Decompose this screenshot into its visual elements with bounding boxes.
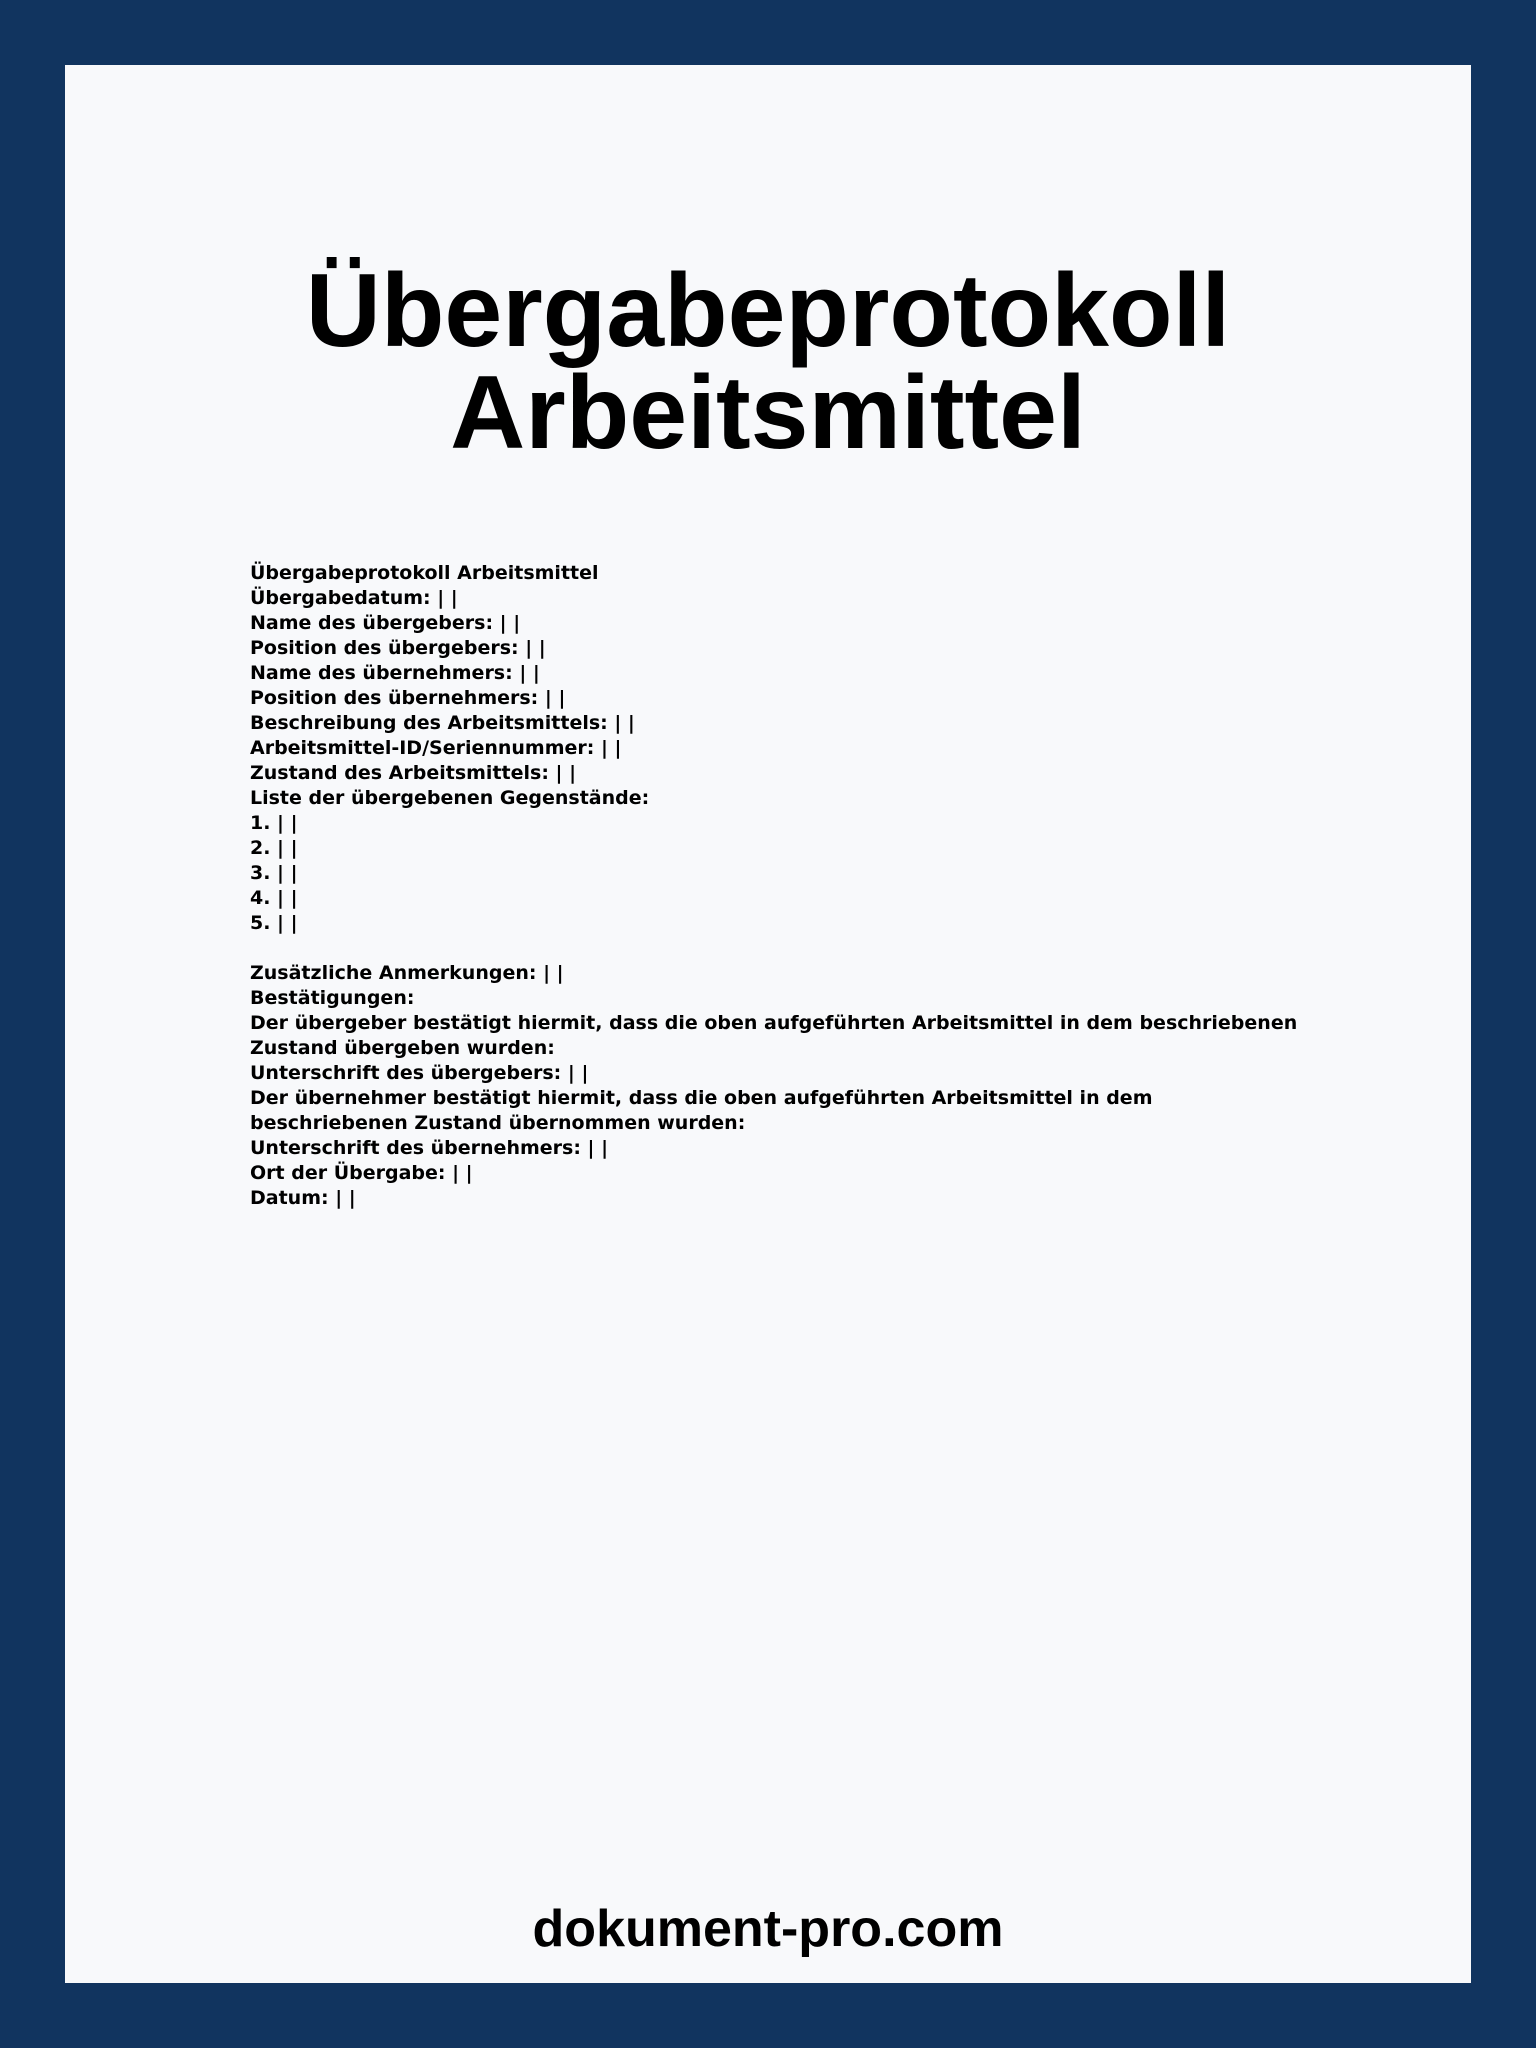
field-equipment-description: Beschreibung des Arbeitsmittels: | | <box>250 712 635 734</box>
field-handover-date: Übergabedatum: | | <box>250 587 458 609</box>
list-item: 4. | | <box>250 887 298 909</box>
footer-site-name: dokument-pro.com <box>532 1900 1004 1958</box>
main-title-line-1: Übergabeprotokoll <box>305 253 1231 369</box>
field-giver-name: Name des übergebers: | | <box>250 612 521 634</box>
items-list-title: Liste der übergebenen Gegenstände: <box>250 787 650 809</box>
items-list <box>250 811 1310 936</box>
receiver-confirmation-text: Der übernehmer bestätigt hiermit, dass die oben aufgeführten Arbeitsmittel in dem beschriebenen Zustand übernommen wurden: <box>250 1087 1153 1134</box>
list-item: 1. | | <box>250 812 298 834</box>
field-handover-place: Ort der Übergabe: | | <box>250 1162 473 1184</box>
main-title-line-2: Arbeitsmittel <box>450 355 1086 471</box>
list-item: 2. | | <box>250 837 298 859</box>
field-receiver-name: Name des übernehmers: | | <box>250 662 540 684</box>
field-receiver-signature: Unterschrift des übernehmers: | | <box>250 1137 609 1159</box>
document-heading: Übergabeprotokoll Arbeitsmittel <box>250 562 599 584</box>
document-body <box>250 561 1310 1211</box>
field-equipment-condition: Zustand des Arbeitsmittels: | | <box>250 762 577 784</box>
giver-confirmation-text: Der übergeber bestätigt hiermit, dass die oben aufgeführten Arbeitsmittel in dem beschriebenen Zustand übergeben wurden: <box>250 1012 1298 1059</box>
document-page <box>65 65 1471 1983</box>
field-receiver-position: Position des übernehmers: | | <box>250 687 566 709</box>
field-giver-position: Position des übergebers: | | <box>250 637 546 659</box>
field-additional-notes: Zusätzliche Anmerkungen: | | <box>250 962 564 984</box>
list-item: 3. | | <box>250 862 298 884</box>
main-title <box>65 253 1471 471</box>
field-date: Datum: | | <box>250 1187 356 1209</box>
field-giver-signature: Unterschrift des übergebers: | | <box>250 1062 589 1084</box>
confirmations-title: Bestätigungen: <box>250 987 415 1009</box>
field-equipment-serial: Arbeitsmittel-ID/Seriennummer: | | <box>250 737 622 759</box>
list-item: 5. | | <box>250 912 298 934</box>
